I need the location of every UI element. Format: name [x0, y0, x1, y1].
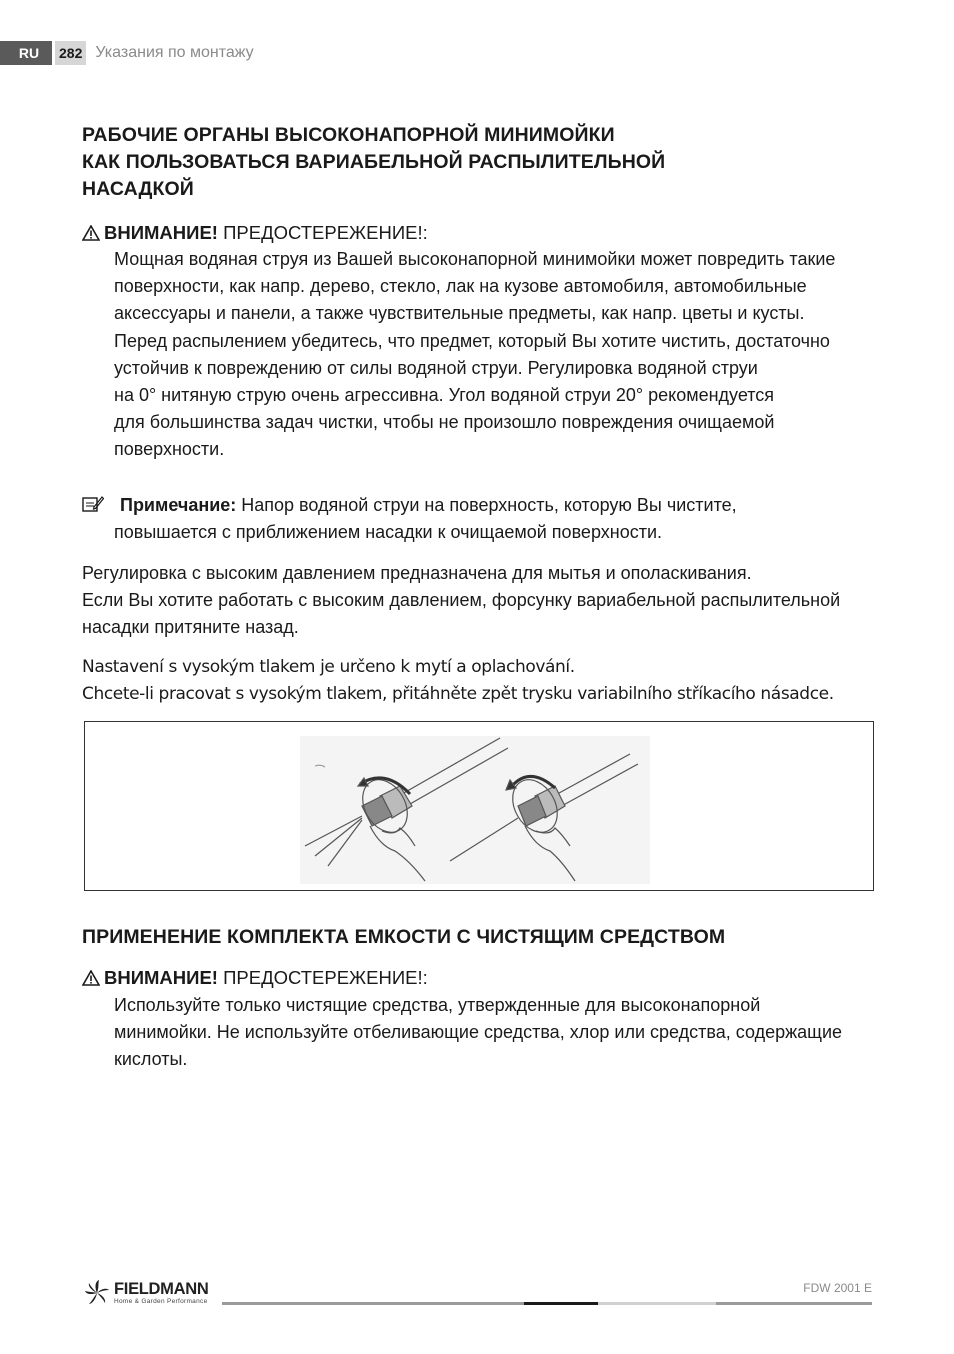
- section-title: Указания по монтажу: [95, 44, 254, 61]
- text-line: на 0° нитяную струю очень агрессивна. Угол водяной струи 20° рекомендуется: [114, 385, 775, 406]
- spray-nozzle-illustration: [300, 736, 650, 884]
- text-line: поверхности, как напр. дерево, стекло, лак на кузове автомобиля, автомобильные: [114, 276, 807, 297]
- warning-title: [82, 219, 428, 248]
- note-line-1: [82, 492, 737, 521]
- heading-line: КАК ПОЛЬЗОВАТЬСЯ ВАРИАБЕЛЬНОЙ РАСПЫЛИТЕЛЬНОЙ: [82, 151, 666, 173]
- warning-body: [114, 246, 835, 464]
- brand-name: FIELDMANN: [114, 1280, 209, 1298]
- body-ru: [82, 560, 840, 642]
- text-line: Используйте только чистящие средства, утвержденные для высоконапорной: [114, 995, 761, 1015]
- text-line: устойчив к повреждению от силы водяной струи. Регулировка водяной струи: [114, 357, 758, 378]
- text-line: насадки притяните назад.: [82, 617, 299, 638]
- page-header: [0, 41, 254, 65]
- note-icon: [82, 494, 120, 521]
- body-cz: [82, 654, 834, 708]
- brand-tagline: Home & Garden Performance: [114, 1298, 208, 1305]
- heading-line: РАБОЧИЕ ОРГАНЫ ВЫСОКОНАПОРНОЙ МИНИМОЙКИ: [82, 124, 615, 146]
- text-line: для большинства задач чистки, чтобы не произошло повреждения очищаемой: [114, 412, 775, 433]
- footer-rule: [222, 1302, 524, 1305]
- warning-triangle-icon: [82, 221, 104, 248]
- warning-label: ПРЕДОСТЕРЕЖЕНИЕ!:: [217, 222, 428, 243]
- brand-logo: [82, 1278, 208, 1308]
- warning-title-2: [82, 964, 428, 993]
- text-line: поверхности.: [114, 439, 225, 460]
- illustration-frame: [84, 721, 874, 891]
- fan-logo-icon: [82, 1278, 114, 1308]
- text-line: Если Вы хотите работать с высоким давлением, форсунку вариабельной распылительной: [82, 590, 841, 611]
- warning-label: ПРЕДОСТЕРЕЖЕНИЕ!:: [217, 967, 428, 988]
- footer-rule: [598, 1302, 716, 1305]
- text-line: Регулировка с высоким давлением предназначена для мытья и ополаскивания.: [82, 563, 752, 583]
- main-heading: [82, 122, 665, 203]
- page-number: 282: [55, 41, 86, 65]
- warning-bold: ВНИМАНИЕ!: [104, 222, 218, 243]
- text-line: кислоты.: [114, 1049, 188, 1070]
- text-line: Nastavení s vysokým tlakem je určeno k mytí a oplachování.: [82, 657, 575, 677]
- text-line: Мощная водяная струя из Вашей высоконапорной минимойки может повредить такие: [114, 249, 836, 269]
- text-line: минимойки. Не используйте отбеливающие средства, хлор или средства, содержащие: [114, 1022, 843, 1043]
- warning-bold: ВНИМАНИЕ!: [104, 967, 218, 988]
- text-line: Перед распылением убедитесь, что предмет, который Вы хотите чистить, достаточно: [114, 330, 830, 351]
- note-text: Напор водяной струи на поверхность, которую Вы чистите,: [236, 495, 737, 515]
- text-line: Chcete-li pracovat s vysokým tlakem, přitáhněte zpět trysku variabilního stříkacího násadce.: [82, 684, 834, 704]
- language-badge: RU: [0, 41, 52, 65]
- heading-line: НАСАДКОЙ: [82, 178, 194, 200]
- model-number: FDW 2001 E: [803, 1281, 872, 1295]
- warning-body-2: [114, 992, 842, 1074]
- warning-triangle-icon: [82, 966, 104, 993]
- footer-rule: [524, 1302, 598, 1305]
- text-line: аксессуары и панели, а также чувствительные предметы, как напр. цветы и кусты.: [114, 303, 805, 324]
- footer-rule: [716, 1302, 872, 1305]
- note-line-2: повышается с приближением насадки к очищаемой поверхности.: [114, 522, 662, 542]
- note-bold: Примечание:: [120, 495, 237, 515]
- section-heading-2: ПРИМЕНЕНИЕ КОМПЛЕКТА ЕМКОСТИ С ЧИСТЯЩИМ СРЕДСТВОМ: [82, 926, 726, 948]
